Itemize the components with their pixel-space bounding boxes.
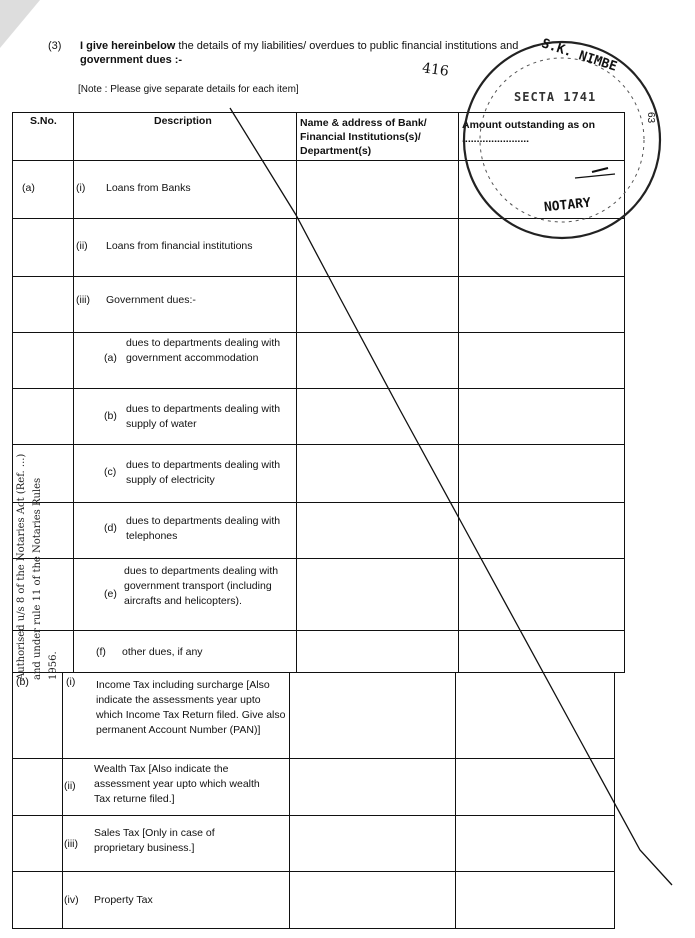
table-row-text: Income Tax including surcharge [Also indicate the assessments year upto which Income Tax Return filed. Give also permanent Account Number (PAN)] (96, 679, 286, 736)
strike-through-line (230, 108, 672, 885)
table-row-num: (ii) (64, 780, 76, 792)
table-row-num: (iv) (64, 894, 79, 906)
stamp-middle-text: SECTA 1741 (514, 90, 597, 104)
table-row-text: Government dues:- (106, 294, 196, 306)
table-row-num: (i) (66, 676, 76, 688)
stamp-bottom-text: NOTARY (543, 195, 592, 216)
table-row-text: Loans from financial institutions (106, 240, 253, 252)
corner-smudge (0, 0, 40, 48)
header-name-address: Name & address of Bank/ Financial Institutions(s)/ Department(s) (300, 117, 427, 157)
table-row-sno: (a) (22, 182, 35, 194)
section-intro-rest: the details of my liabilities/ overdues to public financial institutions and (178, 40, 519, 52)
table-row-num: (i) (76, 182, 86, 194)
table-row-text: dues to departments dealing with supply of water (126, 403, 281, 430)
table-row-text: dues to departments dealing with government accommodation (126, 337, 281, 364)
table-row-num: (iii) (76, 294, 90, 306)
margin-note (14, 450, 70, 680)
table-row-text: other dues, if any (122, 646, 203, 658)
table-row-num: (a) (104, 352, 117, 364)
table-row-num: (f) (96, 646, 106, 658)
table-row-num: (d) (104, 522, 117, 534)
handwritten-number: 416 (421, 60, 450, 80)
margin-note-text: Authorised u/s 8 of the Notaries Act (Ref. ...) and under rule 11 of the Notaries Rules 1956. (16, 453, 59, 680)
page-mark: 63 (645, 111, 657, 124)
table-row-text: Wealth Tax [Also indicate the assessment year upto which wealth Tax returne filed.] (94, 763, 260, 805)
section-number: (3) (48, 40, 62, 52)
stamp-top-text: S.K. NIMBE (539, 36, 619, 75)
table-row-num: (e) (104, 588, 117, 600)
table-row-text: dues to departments dealing with government transport (including aircrafts and helicopters). (124, 565, 279, 607)
table-row-num: (c) (104, 466, 117, 478)
table-row-num: (b) (104, 410, 117, 422)
table-row-text: Sales Tax [Only in case of proprietary business.] (94, 827, 215, 854)
section-intro-bold: I give hereinbelow (80, 40, 176, 52)
section-note: [Note : Please give separate details for each item] (78, 84, 299, 95)
header-sno: S.No. (30, 115, 57, 127)
table-row-sno: (b) (16, 676, 29, 688)
header-amount: Amount outstanding as on ....................... (462, 119, 595, 145)
header-description: Description (154, 115, 212, 127)
table-row-text: dues to departments dealing with telephones (126, 515, 281, 542)
table-row-text: Loans from Banks (106, 182, 191, 194)
table-row-text: Property Tax (94, 894, 153, 906)
table-row-text: dues to departments dealing with supply of electricity (126, 459, 281, 486)
table-row-num: (ii) (76, 240, 88, 252)
table-row-num: (iii) (64, 838, 78, 850)
section-intro-line2: government dues :- (80, 54, 183, 66)
